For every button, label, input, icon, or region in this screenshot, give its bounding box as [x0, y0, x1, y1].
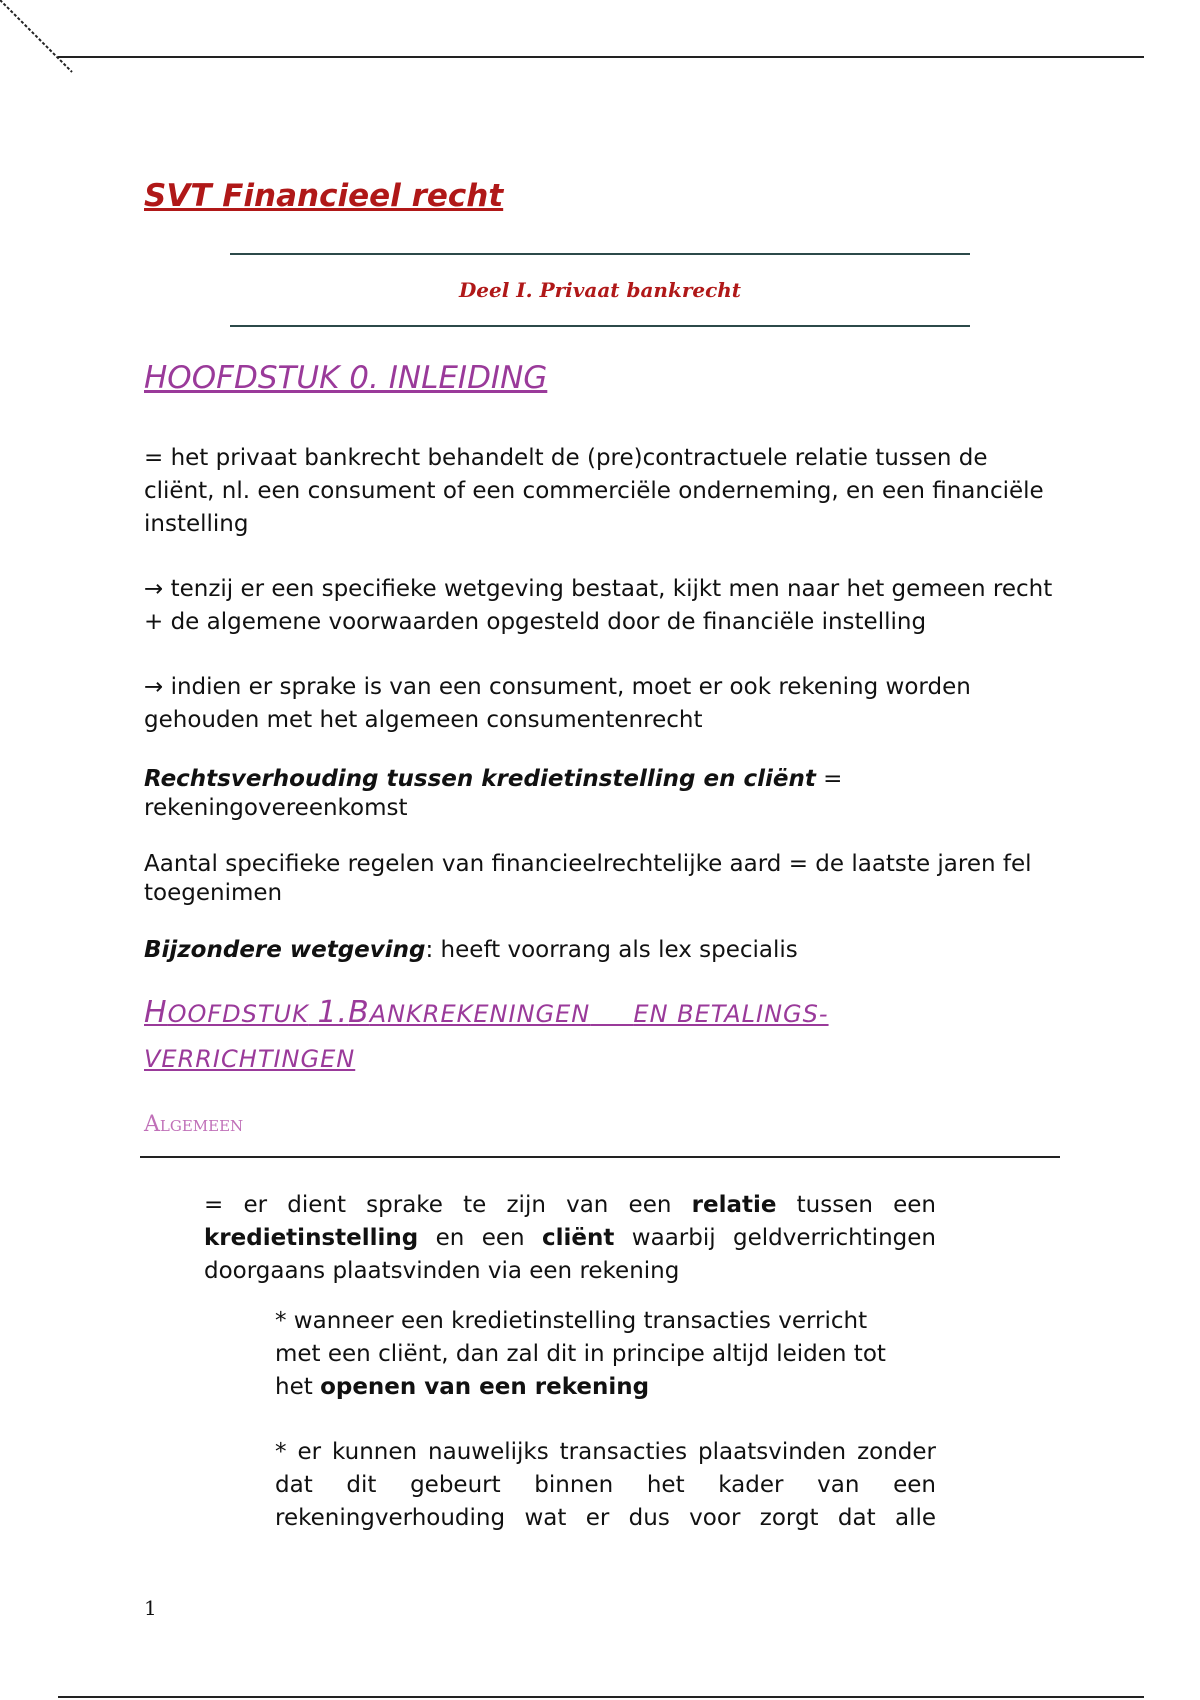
- chapter-1-initial: H: [144, 995, 168, 1030]
- page-number: 1: [144, 1596, 157, 1620]
- chapter-1-title-continuation: EN BETALINGS-: [633, 1000, 829, 1028]
- chapter-1-heading: [144, 990, 904, 1082]
- bullet-paragraph-1: [275, 1305, 901, 1404]
- header-rule: [58, 56, 1144, 58]
- text-run: en een: [418, 1225, 543, 1251]
- chapter-1-title-initial: B: [348, 995, 370, 1030]
- legal-relation-definition: = rekeningovereenkomst: [144, 766, 843, 821]
- footer-rule: [58, 1696, 1144, 1698]
- document-title: SVT Financieel recht: [144, 178, 504, 214]
- special-legislation-definition: : heeft voorrang als lex specialis: [425, 937, 798, 963]
- chapter-1-number: 1.: [317, 995, 349, 1030]
- bold-term-client: cliënt: [542, 1225, 615, 1251]
- arrow-paragraph-2: → indien er sprake is van een consument, moet er ook rekening worden gehouden met het algemeen consumentenrecht: [144, 674, 971, 733]
- intro-paragraph: = het privaat bankrecht behandelt de (pre)contractuele relatie tussen de cliënt, nl. een consument of een commerciële onderneming, en een financiële instelling: [144, 445, 1044, 537]
- text-run: * wanneer een kredietinstelling transacties verricht met een cliënt, dan zal dit in principe altijd leiden tot het: [275, 1308, 886, 1400]
- bullet-paragraph-2: * er kunnen nauwelijks transacties plaatsvinden zonder dat dit gebeurt binnen het kader van een rekeningverhouding wat er dus voor zorgt dat alle: [275, 1439, 936, 1531]
- corner-crop-mark: [0, 0, 80, 80]
- definition-paragraph: [204, 1189, 936, 1288]
- special-legislation-term: Bijzondere wetgeving: [144, 937, 426, 963]
- section-rule: [140, 1156, 1060, 1158]
- part-title-box: [230, 253, 970, 327]
- chapter-0-heading: HOOFDSTUK 0. INLEIDING: [144, 360, 548, 396]
- specific-rules-paragraph: Aantal specifieke regelen van financieelrechtelijke aard = de laatste jaren fel toegenimen: [144, 851, 1032, 906]
- bold-term-openen-rekening: openen van een rekening: [320, 1374, 650, 1400]
- bold-term-kredietinstelling: kredietinstelling: [204, 1225, 419, 1251]
- legal-relation-term: Rechtsverhouding tussen kredietinstelling en cliënt: [144, 766, 816, 792]
- bold-term-relatie: relatie: [691, 1192, 777, 1218]
- text-run: = er dient sprake te zijn van een: [204, 1192, 692, 1218]
- part-title: Deel I. Privaat bankrecht: [458, 278, 742, 302]
- legal-relation-paragraph: [144, 765, 1064, 823]
- chapter-1-title-line2: VERRICHTINGEN: [144, 1045, 356, 1073]
- chapter-1-title-word: ANKREKENINGEN: [369, 1000, 591, 1028]
- text-run: tussen een: [776, 1192, 936, 1218]
- section-heading-algemeen: Algemeen: [144, 1112, 244, 1137]
- special-legislation-paragraph: [144, 934, 1064, 967]
- text-run: waarbij geldverrichtingen doorgaans plaatsvinden via een rekening: [204, 1225, 936, 1284]
- arrow-paragraph-1: → tenzij er een specifieke wetgeving bestaat, kijkt men naar het gemeen recht + de algemene voorwaarden opgesteld door de financiële instelling: [144, 576, 1053, 635]
- chapter-1-word: OOFDSTUK: [167, 1000, 309, 1028]
